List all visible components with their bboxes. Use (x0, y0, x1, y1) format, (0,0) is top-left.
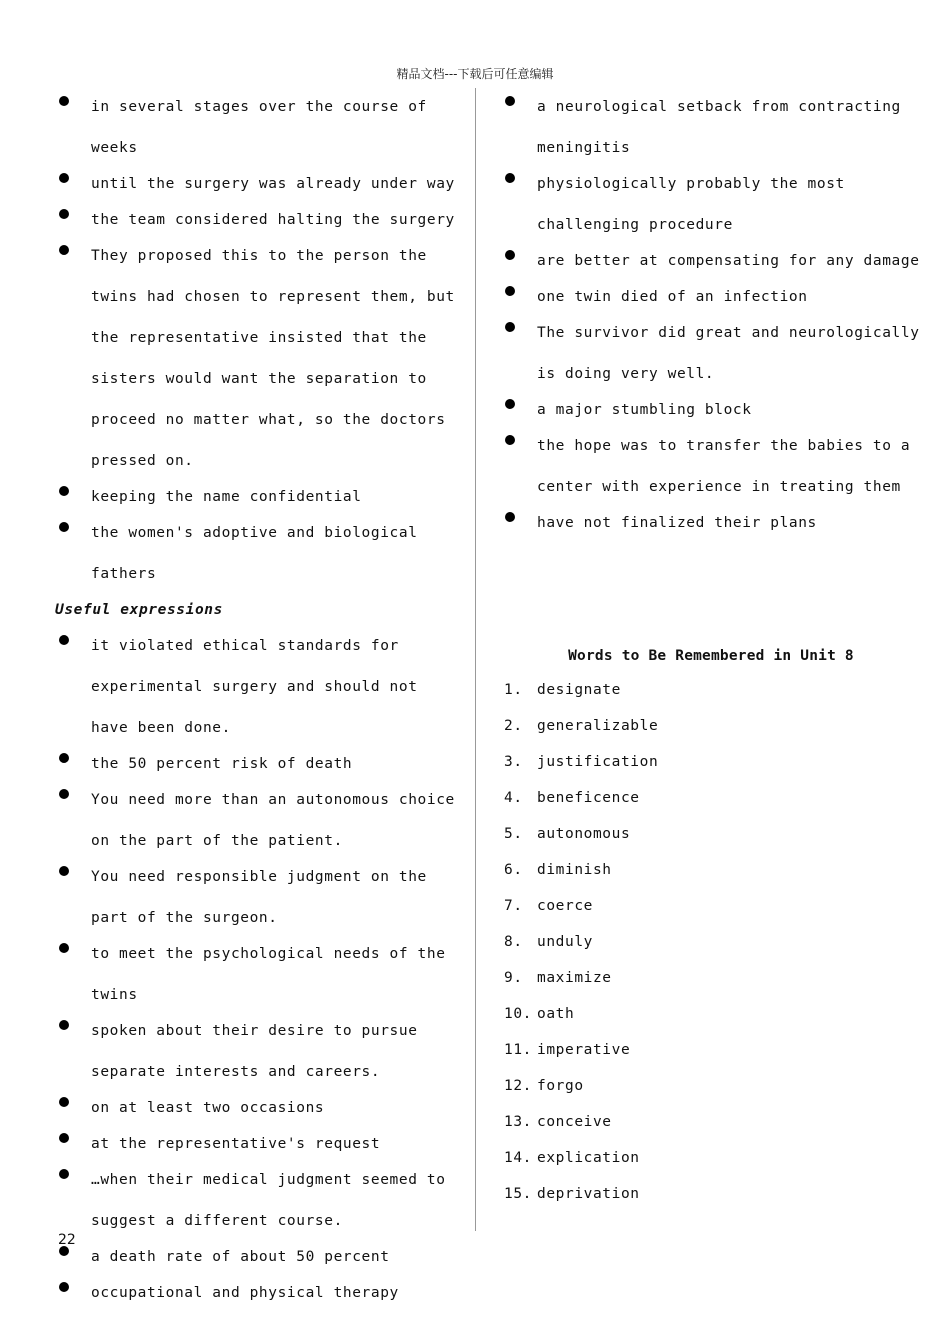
bullet-icon (59, 486, 69, 496)
word-item (501, 924, 921, 960)
list-item (501, 87, 921, 169)
spacer (501, 544, 921, 646)
list-item-text: They proposed this to the person the twins had chosen to represent them, but the representative insisted that the sisters would want the separation to proceed no matter what, so the doctors pressed on. (91, 248, 455, 469)
word-item (501, 852, 921, 888)
bullet-icon (59, 943, 69, 953)
word-number: 5. (504, 826, 523, 842)
list-item-text: are better at compensating for any damage (537, 253, 920, 269)
right-column (501, 87, 921, 1212)
list-item-text: You need more than an autonomous choice on the part of the patient. (91, 792, 455, 849)
list-item (55, 780, 460, 862)
word-item (501, 1104, 921, 1140)
word-text: coerce (537, 898, 593, 914)
bullet-icon (59, 1097, 69, 1107)
list-item-text: spoken about their desire to pursue separate interests and careers. (91, 1023, 418, 1080)
section-heading: Useful expressions (55, 602, 223, 618)
words-title: Words to Be Remembered in Unit 8 (568, 648, 854, 664)
list-item-text: occupational and physical therapy (91, 1285, 399, 1301)
list-item-text: in several stages over the course of weeks (91, 99, 427, 156)
word-number: 14. (504, 1150, 532, 1166)
list-item (55, 87, 460, 169)
list-item (501, 164, 921, 246)
word-number: 2. (504, 718, 523, 734)
word-text: forgo (537, 1078, 584, 1094)
column-divider (475, 88, 476, 1231)
word-item (501, 672, 921, 708)
bullet-icon (505, 96, 515, 106)
word-text: imperative (537, 1042, 631, 1058)
word-text: oath (537, 1006, 575, 1022)
list-item-text: The survivor did great and neurologically is doing very well. (537, 325, 920, 382)
word-item (501, 960, 921, 996)
word-text: explication (537, 1150, 640, 1166)
word-item (501, 996, 921, 1032)
list-item (55, 200, 460, 241)
bullet-icon (505, 286, 515, 296)
list-item-text: the hope was to transfer the babies to a center with experience in treating them (537, 438, 911, 495)
word-item (501, 1140, 921, 1176)
word-text: beneficence (537, 790, 640, 806)
list-item (55, 1124, 460, 1165)
list-item (501, 277, 921, 318)
bullet-icon (59, 866, 69, 876)
word-number: 3. (504, 754, 523, 770)
word-number: 6. (504, 862, 523, 878)
word-text: designate (537, 682, 621, 698)
list-item-text: have not finalized their plans (537, 515, 817, 531)
list-item (55, 626, 460, 749)
list-item-text: a death rate of about 50 percent (91, 1249, 390, 1265)
list-item-text: on at least two occasions (91, 1100, 325, 1116)
word-item (501, 780, 921, 816)
bullet-icon (59, 209, 69, 219)
bullet-icon (59, 635, 69, 645)
list-item (55, 857, 460, 939)
word-number: 12. (504, 1078, 532, 1094)
bullet-icon (505, 250, 515, 260)
bullet-icon (505, 435, 515, 445)
list-item (55, 164, 460, 205)
word-text: maximize (537, 970, 612, 986)
page-header: 精品文档---下载后可任意编辑 (396, 67, 554, 81)
bullet-icon (59, 1020, 69, 1030)
bullet-icon (59, 522, 69, 532)
word-number: 9. (504, 970, 523, 986)
word-number: 1. (504, 682, 523, 698)
word-number: 15. (504, 1186, 532, 1202)
list-item (55, 236, 460, 482)
list-item (55, 1160, 460, 1242)
list-item-text: You need responsible judgment on the part of the surgeon. (91, 869, 427, 926)
word-item (501, 744, 921, 780)
word-number: 11. (504, 1042, 532, 1058)
list-item (501, 390, 921, 431)
word-number: 13. (504, 1114, 532, 1130)
list-item (501, 241, 921, 282)
word-text: generalizable (537, 718, 659, 734)
word-item (501, 1176, 921, 1212)
word-text: autonomous (537, 826, 631, 842)
list-item-text: …when their medical judgment seemed to suggest a different course. (91, 1172, 446, 1229)
word-item (501, 1068, 921, 1104)
word-number: 4. (504, 790, 523, 806)
word-item (501, 888, 921, 924)
bullet-icon (59, 245, 69, 255)
word-item (501, 816, 921, 852)
bullet-icon (59, 753, 69, 763)
word-item (501, 708, 921, 744)
word-text: deprivation (537, 1186, 640, 1202)
bullet-icon (59, 1282, 69, 1292)
bullet-icon (59, 173, 69, 183)
list-item (55, 1237, 460, 1278)
list-item (55, 477, 460, 518)
list-item-text: one twin died of an infection (537, 289, 808, 305)
bullet-icon (505, 173, 515, 183)
list-item (55, 1088, 460, 1129)
list-item (501, 426, 921, 508)
bullet-icon (59, 96, 69, 106)
list-item-text: the team considered halting the surgery (91, 212, 455, 228)
list-item-text: to meet the psychological needs of the twins (91, 946, 446, 1003)
word-number: 10. (504, 1006, 532, 1022)
list-item (55, 1273, 460, 1314)
list-item-text: a major stumbling block (537, 402, 752, 418)
word-text: unduly (537, 934, 593, 950)
list-item (55, 1011, 460, 1093)
list-item-text: physiologically probably the most challenging procedure (537, 176, 845, 233)
bullet-icon (59, 1169, 69, 1179)
word-number: 7. (504, 898, 523, 914)
list-item (55, 744, 460, 785)
bullet-icon (505, 512, 515, 522)
word-text: conceive (537, 1114, 612, 1130)
word-text: justification (537, 754, 659, 770)
list-item (501, 313, 921, 395)
list-item-text: the 50 percent risk of death (91, 756, 353, 772)
list-item-text: it violated ethical standards for experimental surgery and should not have been done. (91, 638, 418, 736)
left-column (55, 87, 460, 1314)
page-number: 22 (58, 1232, 76, 1248)
bullet-icon (505, 399, 515, 409)
bullet-icon (59, 789, 69, 799)
bullet-icon (59, 1133, 69, 1143)
list-item (501, 503, 921, 544)
word-text: diminish (537, 862, 612, 878)
list-item (55, 513, 460, 595)
list-item (55, 934, 460, 1016)
word-item (501, 1032, 921, 1068)
bullet-icon (505, 322, 515, 332)
word-number: 8. (504, 934, 523, 950)
list-item-text: until the surgery was already under way (91, 176, 455, 192)
list-item-text: the women's adoptive and biological fathers (91, 525, 418, 582)
list-item-text: a neurological setback from contracting meningitis (537, 99, 901, 156)
list-item-text: at the representative's request (91, 1136, 381, 1152)
list-item-text: keeping the name confidential (91, 489, 362, 505)
